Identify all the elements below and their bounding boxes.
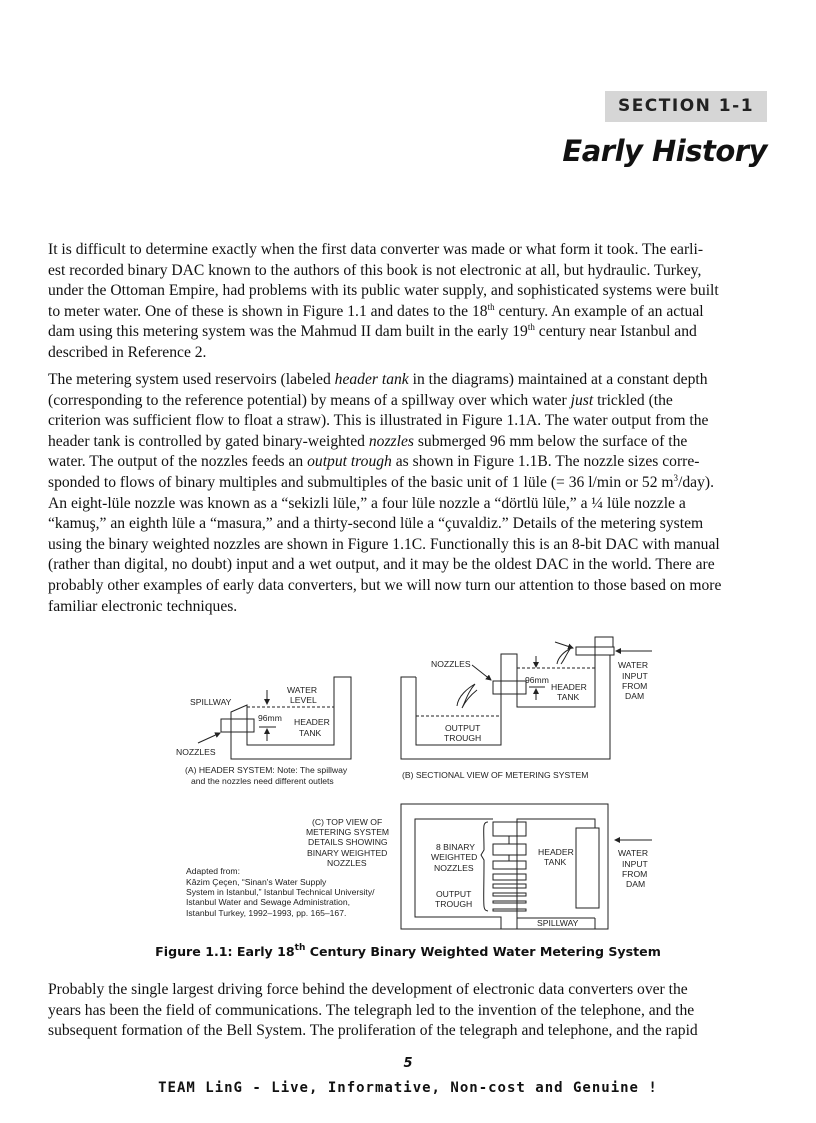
label-header: HEADER bbox=[294, 717, 330, 727]
section-label: SECTION 1-1 bbox=[605, 91, 767, 122]
text-segment: header tank bbox=[334, 371, 409, 388]
caption-a-1: (A) HEADER SYSTEM: Note: The spillway bbox=[185, 765, 348, 775]
text-segment: using the binary weighted nozzles are shown in Figure 1.1C. Functionally this is an 8-bit DAC with manual bbox=[48, 535, 720, 553]
source-line-1: Adapted from: bbox=[186, 866, 240, 876]
text-segment: It is difficult to determine exactly when the first data converter was made or what form it took. The earli- bbox=[48, 241, 704, 258]
caption-text: Figure 1.1: Early 18 bbox=[155, 944, 295, 959]
text-segment: criterion was sufficient flow to float a straw). This is illustrated in Figure 1.1A. The water output from the bbox=[48, 412, 709, 430]
figure-caption bbox=[0, 944, 816, 959]
label-level: LEVEL bbox=[290, 695, 317, 705]
text-segment: th bbox=[527, 322, 535, 333]
caption-c-3: DETAILS SHOWING bbox=[308, 837, 388, 847]
text-segment: probably other examples of early data converters, but we will now turn our attention to those based on more bbox=[48, 576, 722, 594]
label-96mm: 96mm bbox=[258, 713, 282, 723]
label-c-trough: TROUGH bbox=[435, 899, 473, 909]
text-segment: est recorded binary DAC known to the authors of this book is not electronic at all, but hydraulic. Turkey, bbox=[48, 261, 702, 279]
caption-b: (B) SECTIONAL VIEW OF METERING SYSTEM bbox=[402, 770, 589, 780]
text-segment: century. An example of an actual bbox=[494, 302, 704, 320]
label-b-trough: TROUGH bbox=[444, 733, 482, 743]
source-line-3: System in Istanbul,” Istanbul Technical University/ bbox=[186, 887, 375, 897]
label-water: WATER bbox=[287, 685, 318, 695]
text-segment: as shown in Figure 1.1B. The nozzle sizes corre- bbox=[391, 453, 700, 471]
text-segment: The metering system used reservoirs (labeled bbox=[48, 371, 335, 388]
label-b-dam: DAM bbox=[625, 691, 645, 701]
source-line-2: Kâzim Çeçen, “Sinan's Water Supply bbox=[186, 877, 327, 887]
text-segment: familiar electronic techniques. bbox=[48, 597, 238, 615]
text-segment: trickled (the bbox=[593, 391, 673, 409]
label-c-from: FROM bbox=[622, 869, 648, 879]
text-segment: years has been the field of communications. The telegraph led to the invention of the telephone, and the bbox=[48, 1001, 695, 1019]
label-c-binary-3: NOZZLES bbox=[434, 863, 474, 873]
text-segment: dam using this metering system was the Mahmud II dam built in the early 19 bbox=[48, 323, 528, 341]
caption-a-2: and the nozzles need different outlets bbox=[191, 776, 334, 786]
text-segment: th bbox=[487, 301, 495, 312]
text-segment: nozzles bbox=[368, 432, 414, 450]
text-segment: An eight-lüle nozzle was known as a “sekizli lüle,” a four lüle nozzle a “dörtlü lüle,” a ¼ lüle nozzle a bbox=[48, 494, 686, 512]
page-number: 5 bbox=[403, 1056, 413, 1071]
label-b-96mm: 96mm bbox=[525, 675, 549, 685]
label-c-dam: DAM bbox=[626, 879, 646, 889]
diagram-a-header-system bbox=[176, 677, 351, 786]
label-c-binary-1: 8 BINARY bbox=[436, 842, 476, 852]
caption-c-4: BINARY WEIGHTED bbox=[307, 848, 388, 858]
text-segment: described in Reference 2. bbox=[48, 343, 207, 361]
diagram-b-sectional-view bbox=[401, 637, 652, 780]
text-segment: (corresponding to the reference potential) by means of a spillway over which water bbox=[48, 391, 571, 409]
label-c-header: HEADER bbox=[538, 847, 574, 857]
text-segment: in the diagrams) maintained at a constant depth bbox=[408, 371, 708, 388]
text-segment: header tank is controlled by gated binary-weighted bbox=[48, 432, 369, 450]
caption-c-2: METERING SYSTEM bbox=[306, 827, 390, 837]
label-spillway: SPILLWAY bbox=[190, 697, 232, 707]
source-line-5: Istanbul Turkey, 1992–1993, pp. 165–167. bbox=[186, 908, 347, 918]
label-c-input: INPUT bbox=[622, 859, 648, 869]
label-b-header: HEADER bbox=[551, 682, 587, 692]
caption-sup: th bbox=[294, 943, 306, 953]
text-segment: “kamuş,” an eighth lüle a “masura,” and a thirty-second lüle a “çuvaldiz.” Details of the metering system bbox=[48, 515, 704, 533]
label-b-output: OUTPUT bbox=[445, 723, 481, 733]
label-b-from: FROM bbox=[622, 681, 648, 691]
label-tank: TANK bbox=[299, 728, 322, 738]
label-nozzles: NOZZLES bbox=[176, 747, 216, 757]
label-b-water: WATER bbox=[618, 660, 649, 670]
label-c-tank: TANK bbox=[544, 857, 567, 867]
label-c-spillway: SPILLWAY bbox=[537, 918, 579, 928]
text-segment: output trough bbox=[307, 453, 392, 471]
diagram-c-top-view bbox=[186, 804, 652, 929]
text-segment: Probably the single largest driving force behind the development of electronic data converters over the bbox=[48, 981, 688, 998]
caption-c-1: (C) TOP VIEW OF bbox=[312, 817, 383, 827]
label-c-water: WATER bbox=[618, 848, 649, 858]
label-b-input: INPUT bbox=[622, 671, 648, 681]
text-segment: just bbox=[570, 391, 594, 409]
label-c-output: OUTPUT bbox=[436, 889, 472, 899]
text-segment: /day). bbox=[678, 473, 714, 491]
label-c-binary-2: WEIGHTED bbox=[431, 852, 478, 862]
text-segment: subsequent formation of the Bell System. The proliferation of the telegraph and telephone, and the rapid bbox=[48, 1022, 698, 1040]
text-segment: (rather than digital, no doubt) input and a wet output, and it may be the oldest DAC in the world. There are bbox=[48, 556, 715, 574]
text-segment: to meter water. One of these is shown in Figure 1.1 and dates to the 18 bbox=[48, 302, 488, 320]
footer-watermark: TEAM LinG - Live, Informative, Non-cost and Genuine ! bbox=[158, 1080, 658, 1096]
text-segment: under the Ottoman Empire, had problems with its public water supply, and sophisticated systems were built bbox=[48, 282, 719, 300]
text-segment: 3 bbox=[673, 472, 679, 483]
text-segment: century near Istanbul and bbox=[534, 323, 697, 341]
text-segment: sponded to flows of binary multiples and submultiples of the basic unit of 1 lüle (= 36 l/min or 52 m bbox=[48, 473, 674, 491]
label-b-tank: TANK bbox=[557, 692, 580, 702]
label-b-nozzles: NOZZLES bbox=[431, 659, 471, 669]
section-title: Early History bbox=[562, 134, 767, 168]
text-segment: submerged 96 mm below the surface of the bbox=[413, 432, 688, 450]
source-line-4: Istanbul Water and Sewage Administration, bbox=[186, 897, 351, 907]
caption-c-5: NOZZLES bbox=[327, 858, 367, 868]
text-segment: water. The output of the nozzles feeds an bbox=[48, 453, 308, 471]
caption-text-end: Century Binary Weighted Water Metering System bbox=[305, 944, 661, 959]
